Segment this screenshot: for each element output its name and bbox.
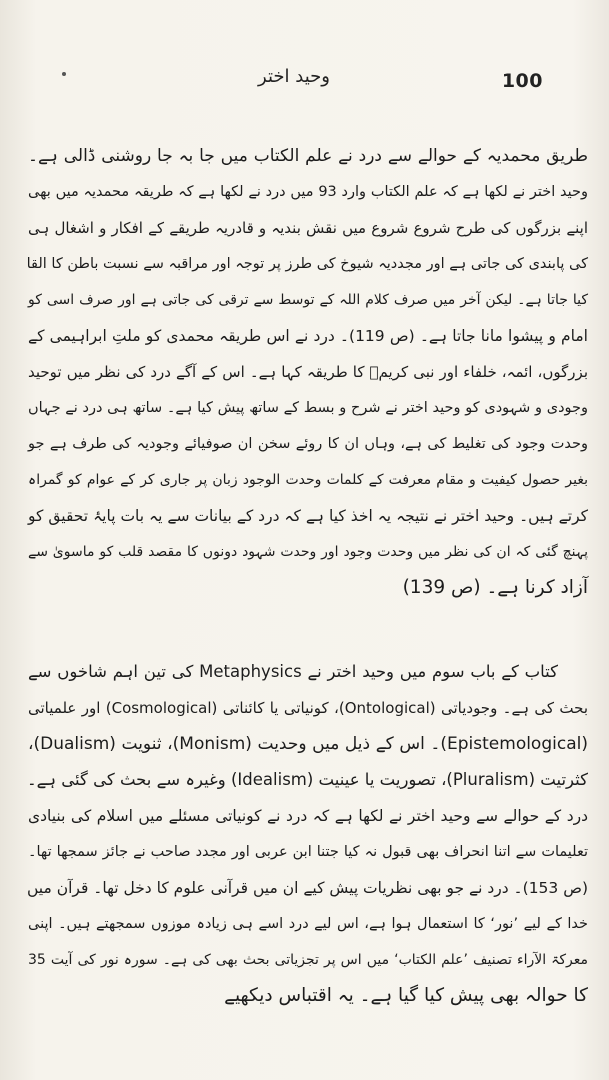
paragraph-line: امام و پیشوا مانا جاتا ہے۔ (ص 119)۔ درد نے اس طریقہ محمدی کو ملتِ ابراہیمی کے: [28, 327, 588, 345]
paragraph-line: درد کے حوالے سے وحید اختر نے لکھا ہے کہ درد نے کونیاتی مسئلے میں اسلام کی بنیادی: [28, 807, 588, 825]
paragraph-line: طریق محمدیہ کے حوالے سے درد نے علم الکتاب میں جا بہ جا روشنی ڈالی ہے۔: [28, 146, 588, 166]
paragraph-line: آزاد کرنا ہے۔ (ص 139): [402, 577, 588, 598]
paragraph-line: بزرگوں، ائمہ، خلفاء اور نبی کریمؐ کا طریقہ کہا ہے۔ اس کے آگے درد کی نظر میں توحید: [28, 363, 588, 381]
paragraph-line: کیا جاتا ہے۔ لیکن آخر میں صرف کلام اللہ کے توسط سے ترقی کی جاتی ہے اور صرف اسی کو: [28, 292, 588, 308]
paragraph-line: (Epistemological)۔ اس کے ذیل میں وحدیت (Monism)، ثنویت (Dualism)،: [28, 734, 588, 754]
paragraph-line: کثرتیت (Pluralism)، تصوریت یا عینیت (Idealism) وغیرہ سے بحث کی گئی ہے۔: [27, 770, 588, 789]
paragraph-line: وحید اختر نے لکھا ہے کہ علم الکتاب وارد 93 میں درد نے لکھا ہے کہ طریقہ محمدیہ میں بھی: [28, 184, 588, 200]
paragraph-line: پہنچ گئی کہ ان کی نظر میں وحدت وجود اور وحدت شہود دونوں کا مقصد قلب کو ماسویٰ سے: [28, 544, 588, 560]
page-number: 100: [501, 70, 543, 92]
paragraph-line: تعلیمات سے اتنا انحراف بھی قبول نہ کیا جتنا ابن عربی اور مجدد صاحب نے جائز سمجھا تھا۔: [28, 844, 588, 860]
running-head: وحید اختر: [258, 66, 330, 87]
paragraph-line: بحث کی ہے۔ وجودیاتی (Ontological)، کونیاتی یا کائناتی (Cosmological) اور علمیاتی: [28, 699, 589, 717]
paragraph-line: وحدت وجود کی تغلیط کی ہے، وہاں ان کا روئے سخن ان صوفیائے وجودیہ کی طرف ہے جو: [28, 436, 588, 452]
paragraph-line: اپنے بزرگوں کی طرح شروع شروع میں نقش بندیہ و قادریہ طریقے کے افکار و اشغال ہی: [28, 219, 588, 237]
paragraph-line: کتاب کے باب سوم میں وحید اختر نے Metaphysics کی تین اہم شاخوں سے: [28, 662, 558, 681]
paragraph-line: (ص 153)۔ درد نے جو بھی نظریات پیش کیے ان میں قرآنی علوم کا دخل تھا۔ قرآن میں: [27, 879, 588, 897]
page-header: [0, 58, 609, 98]
paragraph-line: معرکۃ الآراء تصنیف ’علم الکتاب‘ میں اس پر تجزیاتی بحث بھی کی ہے۔ سورہ نور کی آیت 35: [28, 952, 588, 968]
paragraph-line: کا حوالہ بھی پیش کیا گیا ہے۔ یہ اقتباس دیکھیے: [224, 985, 588, 1006]
paragraph-line: کرتے ہیں۔ وحید اختر نے نتیجہ یہ اخذ کیا ہے کہ درد کے بیانات سے یہ بات پایۂ تحقیق کو: [28, 507, 588, 525]
paragraph-line: وجودی و شہودی کو وحید اختر نے شرح و بسط کے ساتھ پیش کیا ہے۔ ساتھ ہی درد نے جہاں: [28, 400, 588, 416]
paragraph-line: خدا کے لیے ’نور‘ کا استعمال ہوا ہے، اس لیے درد اسے ہی زیادہ موزوں سمجھتے ہیں۔ اپنی: [28, 916, 588, 932]
ink-speck: [62, 72, 66, 76]
paragraph-line: بغیر حصول کیفیت و مقام معرفت کے کلمات وحدت الوجود زبان پر جاری کر کے عوام کو گمراہ: [28, 472, 588, 488]
paragraph-line: کی پابندی کی جاتی ہے اور مجددیہ شیوخ کی طرز پر توجہ اور مراقبہ سے نسبت باطن کا القا: [26, 256, 588, 272]
